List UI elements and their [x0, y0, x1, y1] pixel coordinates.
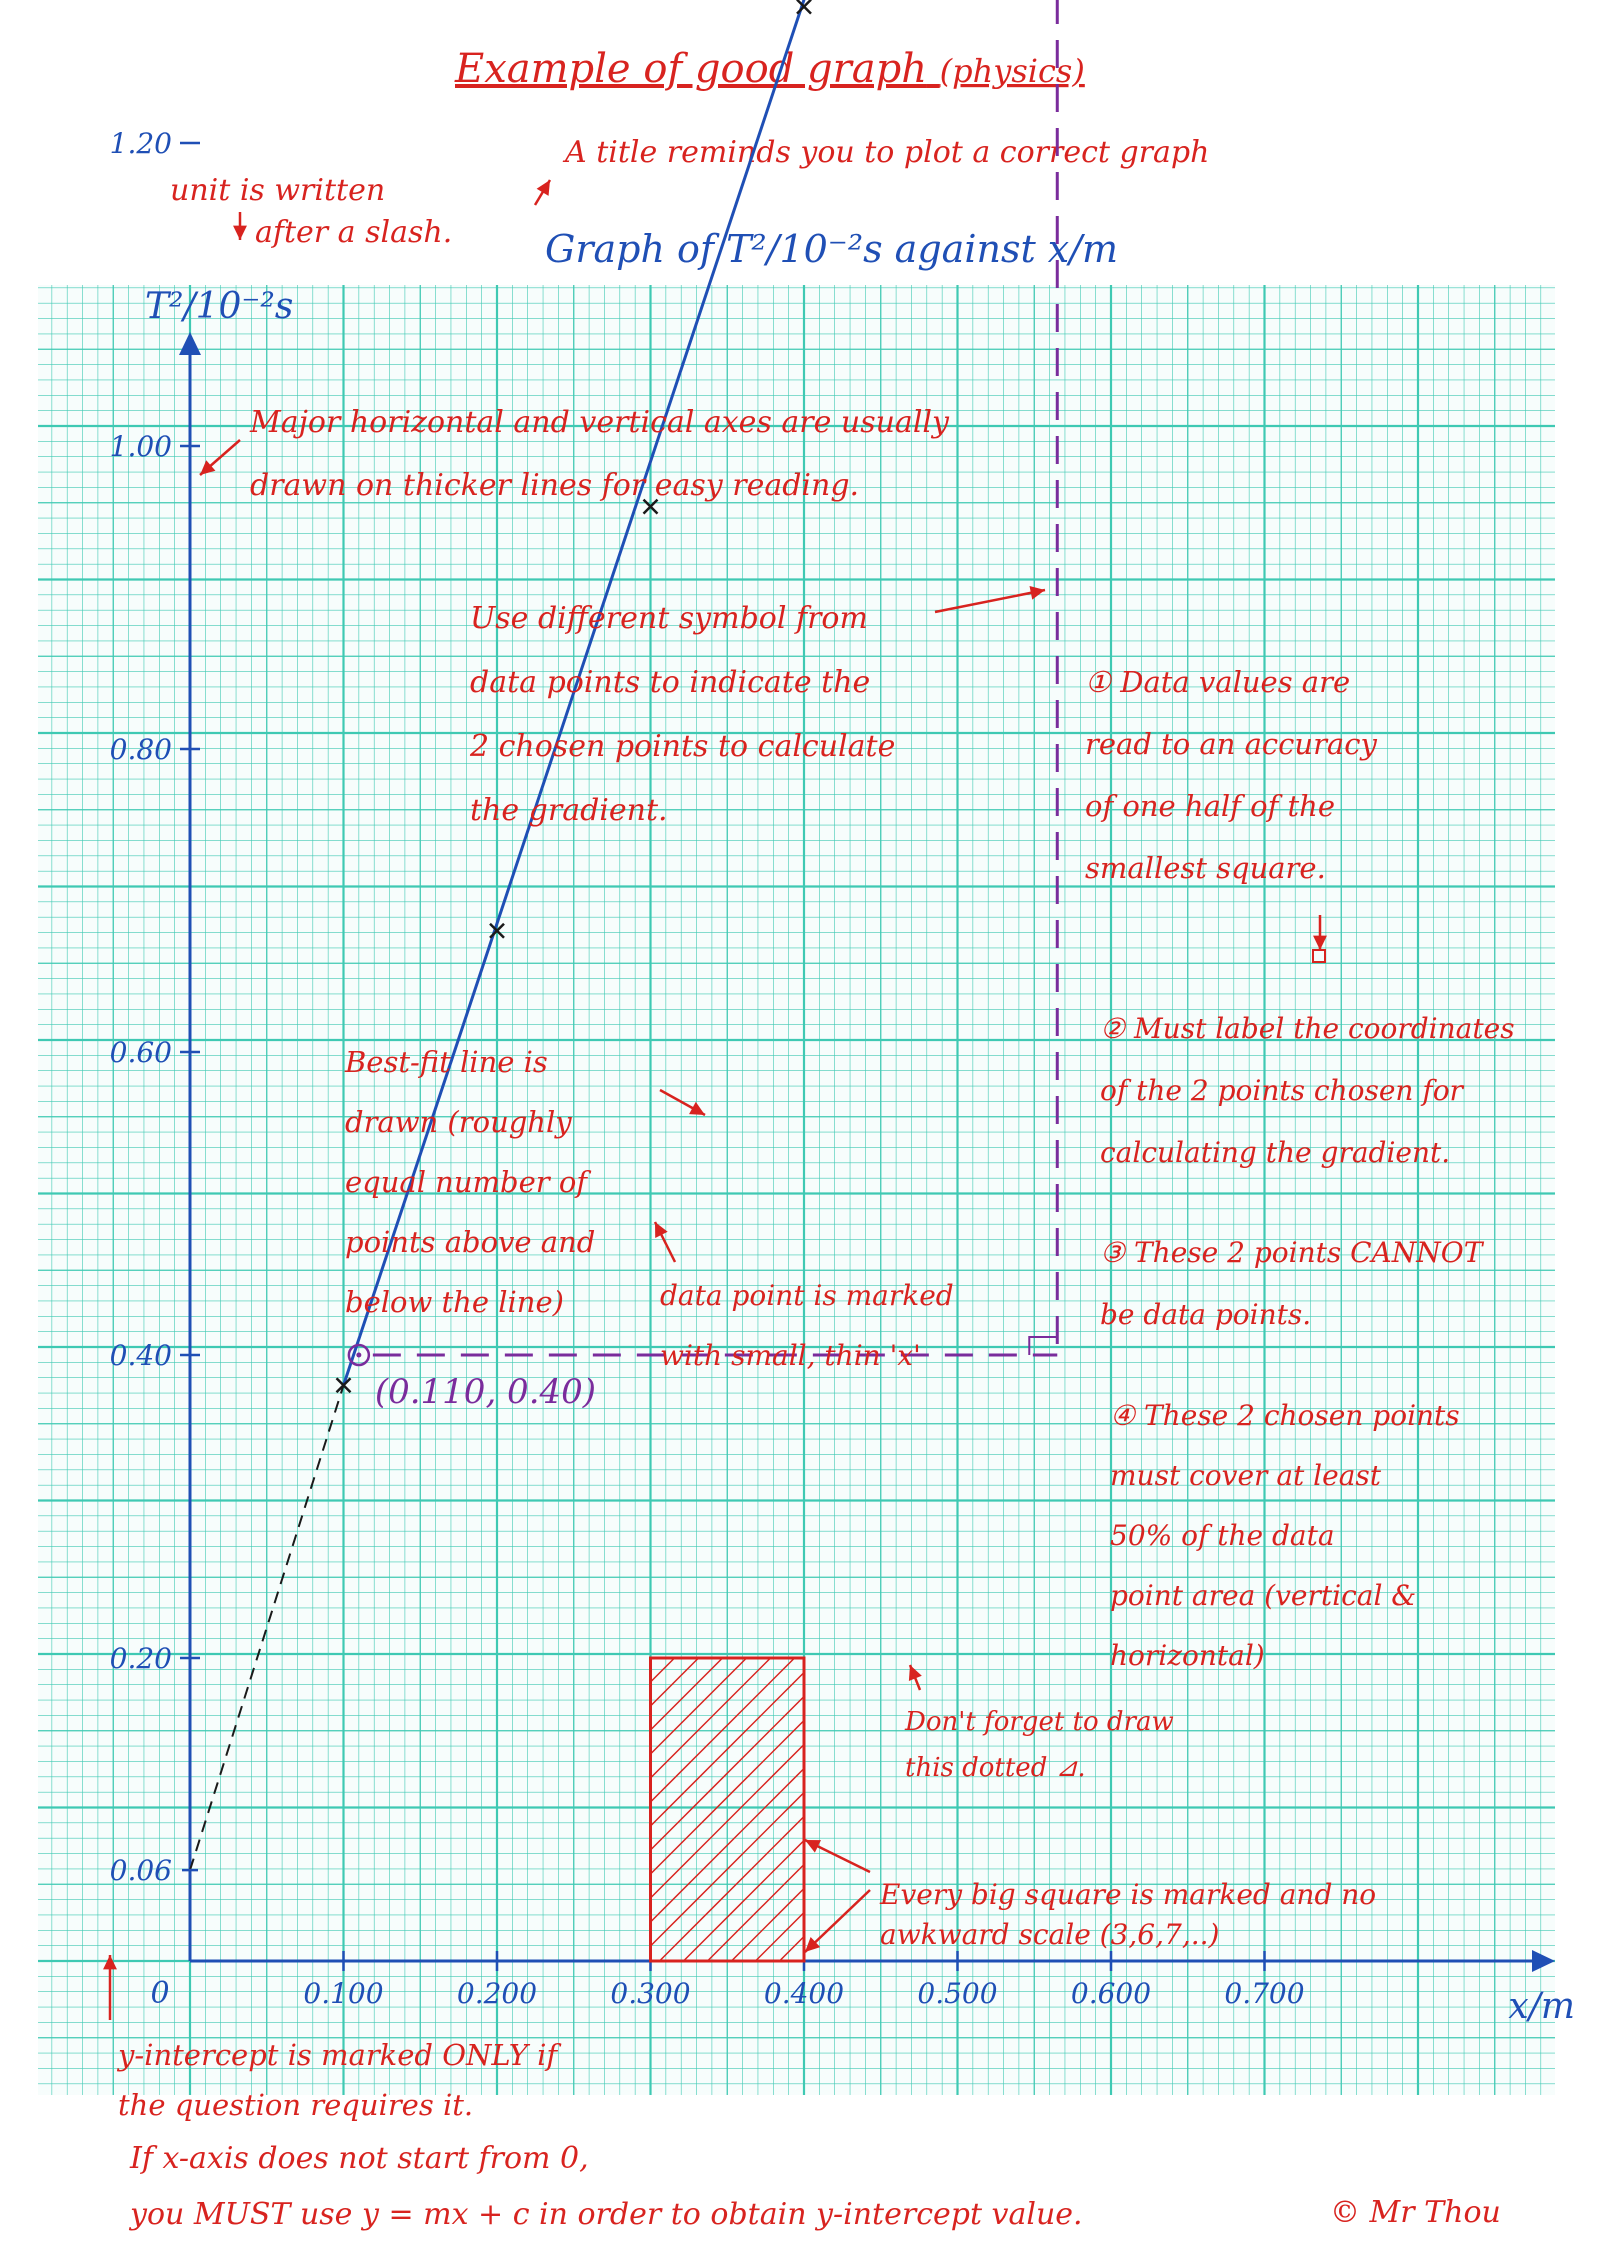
annotation-y-intercept: y-intercept is marked ONLY if	[118, 2038, 558, 2072]
big-square-hatch	[804, 1961, 805, 1962]
annotation-square: awkward scale (3,6,7,..)	[880, 1918, 1220, 1951]
annotation-note4: horizontal)	[1110, 1639, 1265, 1672]
annotation-note3: be data points.	[1100, 1298, 1312, 1331]
unit-note-line1: unit is written	[170, 173, 386, 208]
x-tick-label: 0.200	[456, 1977, 538, 2010]
x-tick-label: 0.400	[763, 1977, 845, 2010]
y-tick-label: 0.60	[109, 1036, 172, 1069]
y-tick-label: 0.40	[109, 1339, 172, 1372]
unit-note-line2: after a slash.	[255, 215, 453, 250]
chosen-point-dot	[356, 1353, 361, 1358]
chosen-point-label: (0.110, 0.40)	[374, 1372, 597, 1412]
title-note: A title reminds you to plot a correct graph	[565, 135, 1210, 170]
annotation-symbol: data points to indicate the	[470, 665, 871, 700]
annotation-bottom: you MUST use y = mx + c in order to obtain y-intercept value.	[130, 2197, 1083, 2232]
annotation-triangle: this dotted ⊿.	[905, 1753, 1086, 1783]
annotation-axes: drawn on thicker lines for easy reading.	[250, 468, 860, 503]
annotation-note4: point area (vertical &	[1110, 1579, 1417, 1612]
x-tick-label: 0.300	[610, 1977, 691, 2010]
annotation-best-fit: points above and	[345, 1225, 596, 1259]
annotation-note4: ④ These 2 chosen points	[1110, 1399, 1460, 1432]
annotation-bottom: If x-axis does not start from 0,	[130, 2141, 589, 2176]
x-tick-label: 0.100	[303, 1977, 384, 2010]
annotation-note1: read to an accuracy	[1085, 727, 1377, 761]
annotation-note2: calculating the gradient.	[1100, 1136, 1451, 1169]
page-title: Example of good graph (physics)	[455, 46, 1085, 92]
x-tick-label: 0.500	[917, 1977, 998, 2010]
x-axis-label: x/m	[1508, 1986, 1575, 2027]
annotation-symbol: Use different symbol from	[470, 601, 868, 636]
author-credit: © Mr Thou	[1330, 2195, 1501, 2230]
y-tick-label: 1.00	[109, 430, 172, 463]
annotation-arrow-unit-head-icon	[233, 226, 247, 240]
annotation-data-point: with small, thin 'x'	[660, 1339, 921, 1372]
annotation-note4: must cover at least	[1110, 1459, 1382, 1492]
y-tick-label: 1.20	[109, 127, 172, 160]
annotation-best-fit: equal number of	[345, 1165, 588, 1199]
annotation-note1: smallest square.	[1085, 851, 1326, 885]
annotation-note3: ③ These 2 points CANNOT	[1100, 1236, 1483, 1269]
x-tick-label: 0.600	[1070, 1977, 1152, 2010]
annotation-data-point: data point is marked	[660, 1279, 954, 1312]
annotation-best-fit: drawn (roughly	[345, 1105, 572, 1139]
y-intercept-label: 0.06	[109, 1854, 172, 1888]
annotation-square: Every big square is marked and no	[880, 1878, 1377, 1911]
annotation-note2: ② Must label the coordinates	[1100, 1012, 1515, 1045]
annotation-symbol: 2 chosen points to calculate	[470, 729, 896, 764]
annotation-best-fit: Best-fit line is	[345, 1045, 548, 1079]
annotation-triangle: Don't forget to draw	[905, 1707, 1174, 1737]
annotation-symbol: the gradient.	[470, 793, 668, 828]
annotation-y-intercept: the question requires it.	[118, 2088, 474, 2122]
annotation-note1: of one half of the	[1085, 789, 1336, 823]
annotation-note4: 50% of the data	[1110, 1519, 1335, 1552]
chart-title: Graph of T²/10⁻²s against x/m	[545, 227, 1119, 271]
y-tick-label: 0.20	[109, 1642, 172, 1675]
y-tick-label: 0.80	[109, 733, 172, 766]
x-tick-label: 0.700	[1224, 1977, 1305, 2010]
annotation-note2: of the 2 points chosen for	[1100, 1074, 1463, 1107]
y-axis-label: T²/10⁻²s	[145, 286, 294, 327]
origin-label: 0	[150, 1976, 170, 2011]
annotation-axes: Major horizontal and vertical axes are usually	[250, 405, 949, 440]
annotation-note1: ① Data values are	[1085, 665, 1351, 699]
annotation-best-fit: below the line)	[345, 1285, 564, 1319]
